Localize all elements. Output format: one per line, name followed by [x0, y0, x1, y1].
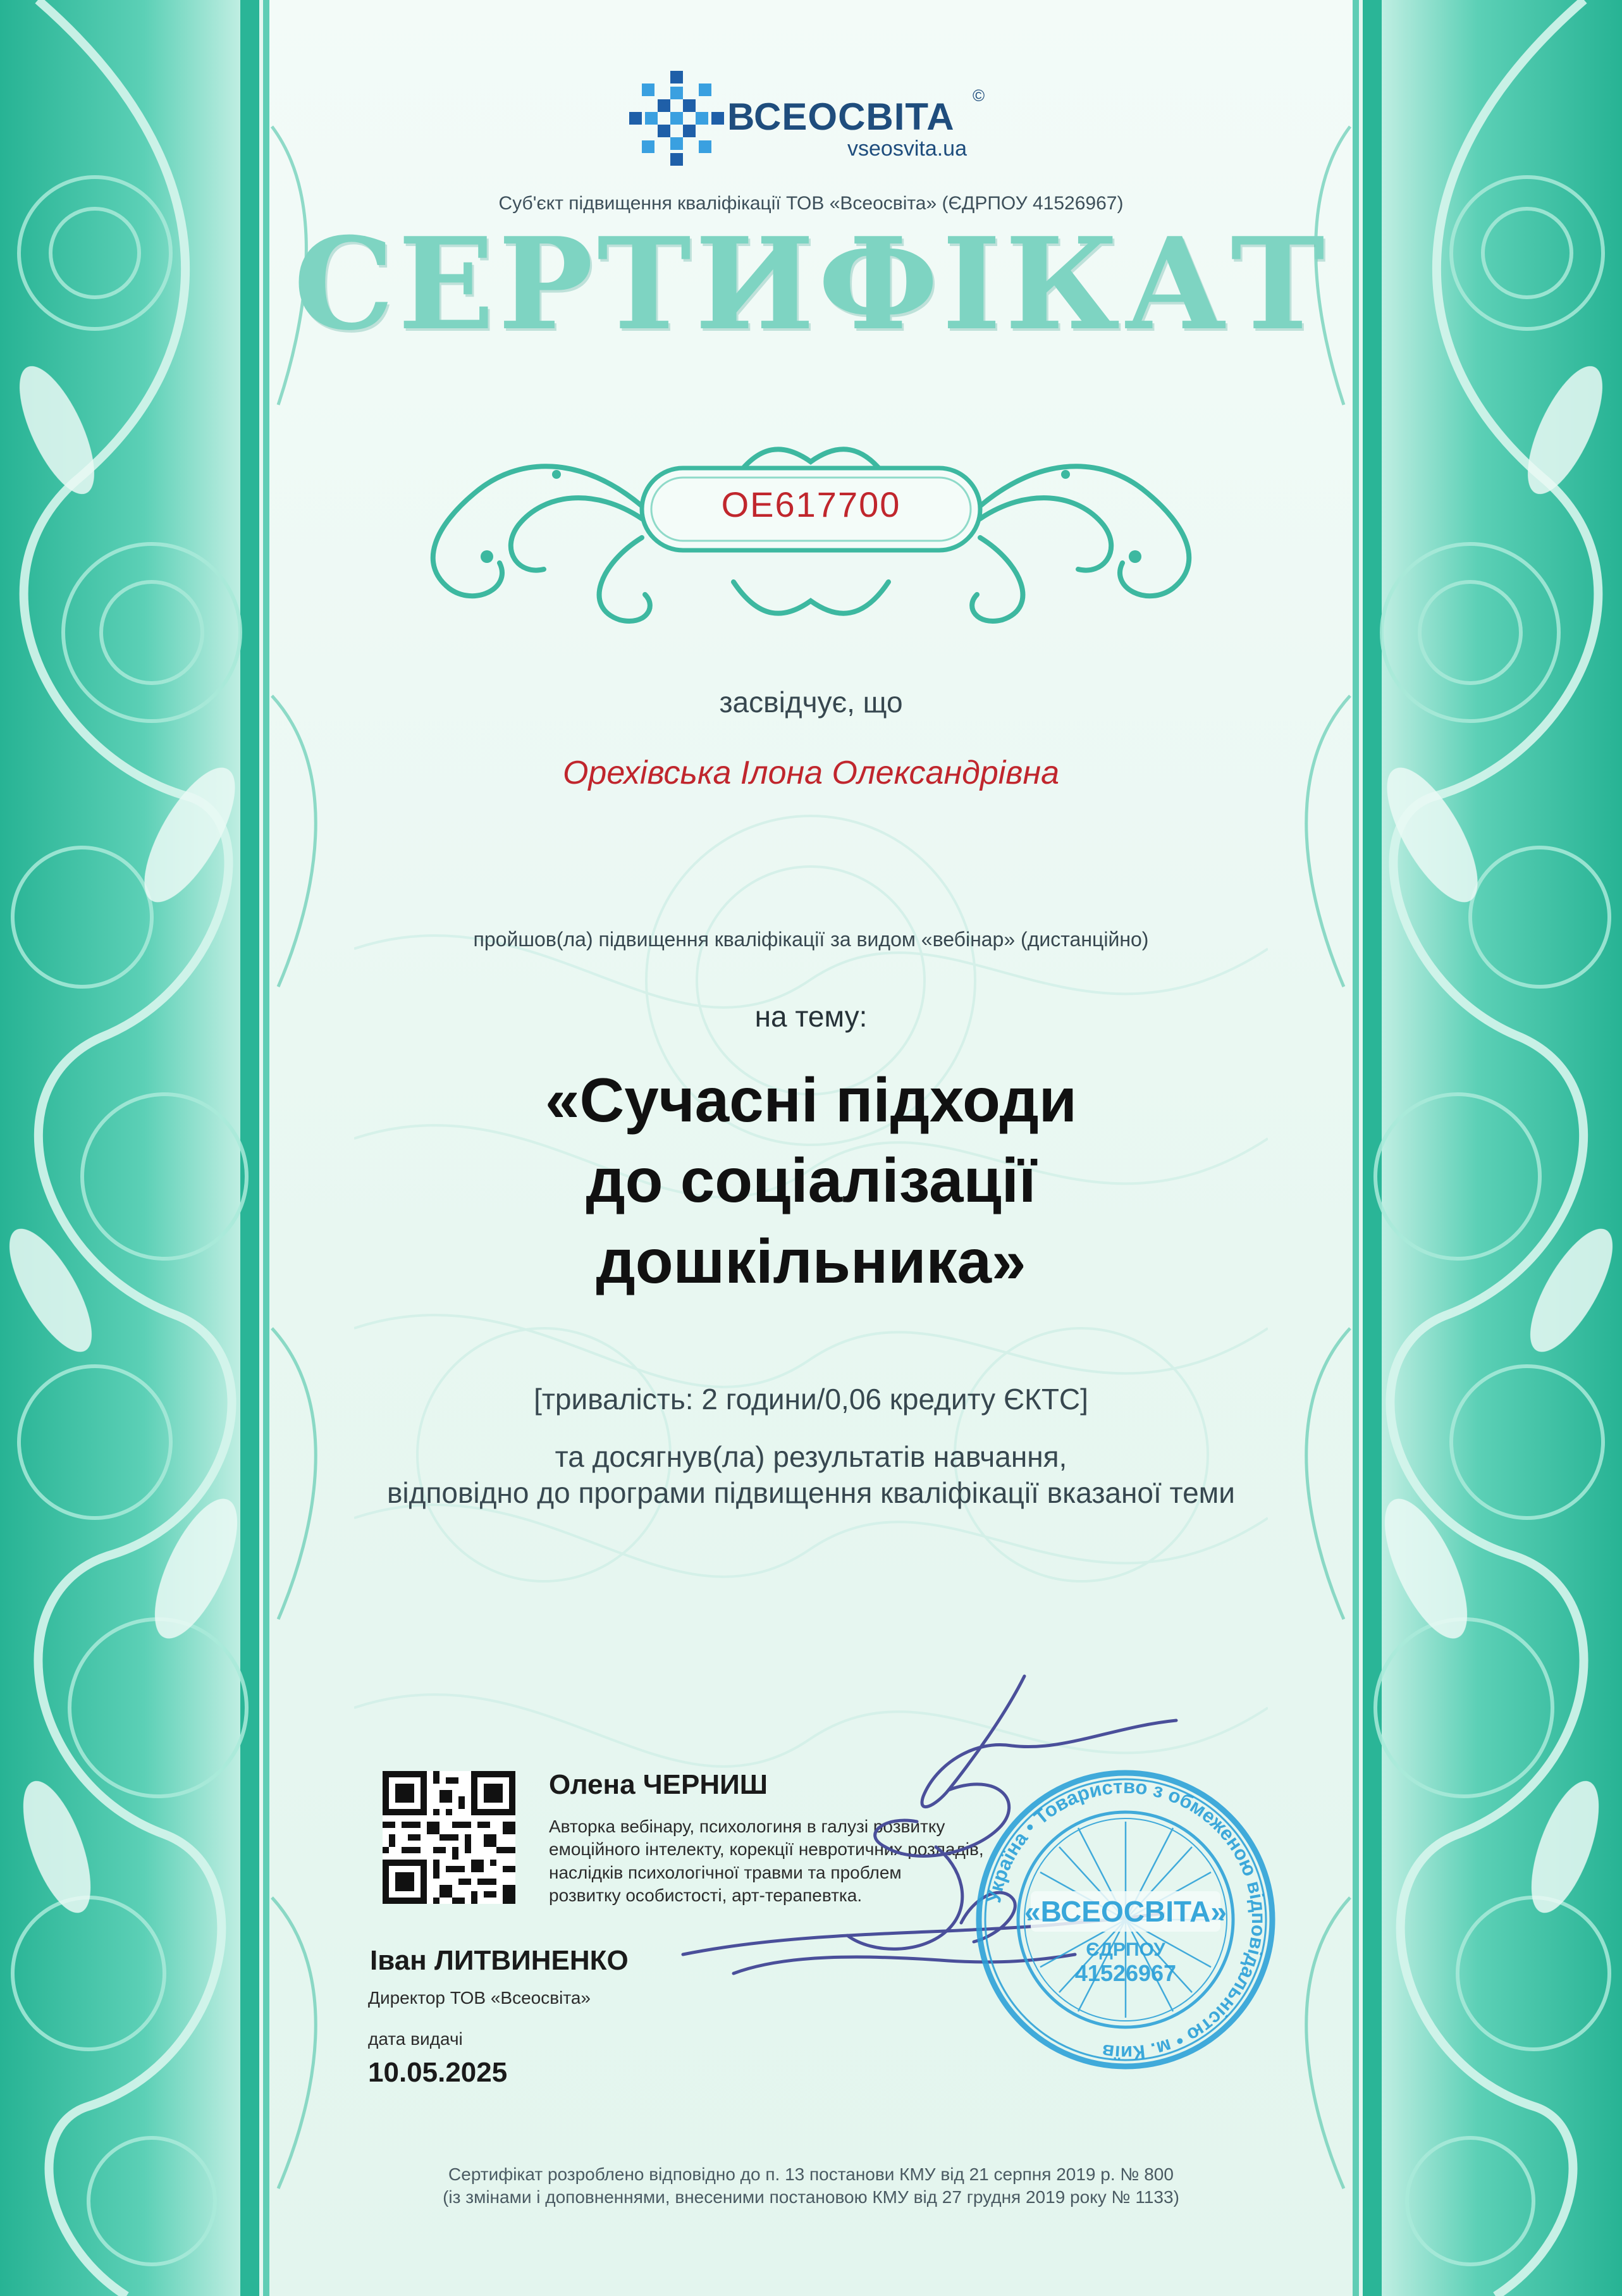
author-description-line: розвитку особистості, арт-терапевтка.	[549, 1886, 863, 1906]
results-line: та досягнув(ла) результатів навчання,	[555, 1440, 1067, 1473]
duration-text: [тривалість: 2 години/0,06 кредиту ЄКТС]	[534, 1383, 1088, 1416]
qr-code	[383, 1771, 515, 1904]
director-name: Іван ЛИТВИНЕНКО	[370, 1945, 629, 1976]
author-name: Олена ЧЕРНИШ	[549, 1769, 768, 1800]
author-description-line: емоційного інтелекту, корекції невротичних розладів,	[549, 1839, 984, 1860]
number-frame-ornament	[392, 417, 1230, 645]
stamp-outer-text: Україна • Товариство з обмеженою відповідальністю • м. Київ	[982, 1775, 1270, 2065]
legal-footer	[0, 2163, 1622, 2209]
logo-snowflake-icon	[629, 71, 724, 166]
subject-line: Суб'єкт підвищення кваліфікації ТОВ «Всеосвіта» (ЄДРПОУ 41526967)	[498, 193, 1124, 214]
issue-date-value: 10.05.2025	[368, 2057, 508, 2088]
topic-line: до соціалізації	[586, 1145, 1036, 1216]
on-topic-label: на тему:	[754, 1000, 868, 1033]
author-description-line: Авторка вебінару, психологиня в галузі розвитку	[549, 1817, 945, 1836]
author-description-line: наслідків психологічної травми та проблем	[549, 1862, 902, 1882]
stamp-code: 41526967	[1074, 1960, 1177, 1986]
logo-url: vseosvita.ua	[847, 137, 967, 161]
footer-line: (із змінами і доповненнями, внесеними постановою КМУ від 27 грудня 2019 року № 1133)	[443, 2187, 1179, 2207]
logo-copyright: ©	[973, 86, 985, 105]
stamp-code-label: ЄДРПОУ	[1086, 1939, 1165, 1960]
stamp-brand: «ВСЕОСВІТА»	[1024, 1895, 1227, 1928]
issue-date-label: дата видачі	[368, 2029, 463, 2049]
topic-title	[0, 1060, 1622, 1302]
results-line: відповідно до програми підвищення кваліфікації вказаної теми	[386, 1476, 1235, 1510]
certifies-text: засвідчує, що	[719, 686, 903, 719]
director-role: Директор ТОВ «Всеосвіта»	[368, 1988, 591, 2008]
logo-wordmark: ВСЕОСВІТА	[727, 96, 955, 138]
results-text	[0, 1439, 1622, 1511]
certificate-title: СЕРТИФІКАТ	[293, 210, 1329, 359]
topic-line: «Сучасні підходи	[544, 1065, 1078, 1135]
official-stamp	[971, 1765, 1281, 2075]
recipient-name: Орехівська Ілона Олександрівна	[562, 755, 1059, 791]
topic-line: дошкільника»	[596, 1226, 1026, 1296]
footer-line: Сертифікат розроблено відповідно до п. 13 постанови КМУ від 21 серпня 2019 р. № 800	[448, 2164, 1174, 2184]
certificate-number: OE617700	[721, 485, 901, 524]
training-type-text: пройшов(ла) підвищення кваліфікації за видом «вебінар» (дистанційно)	[473, 928, 1149, 951]
